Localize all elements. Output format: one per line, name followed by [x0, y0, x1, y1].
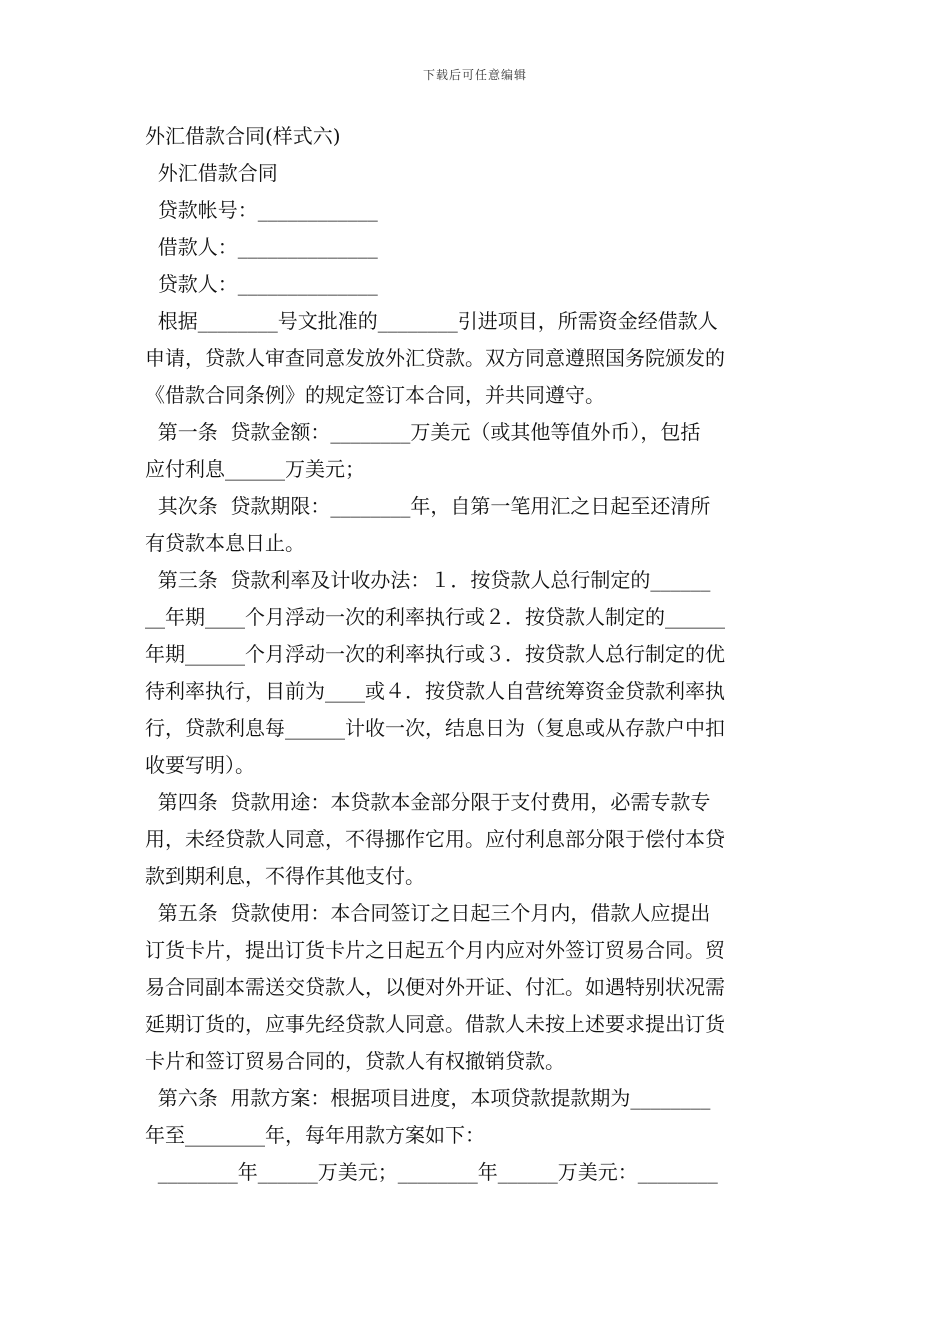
paragraph-article-2	[145, 488, 807, 562]
paragraph-line: 用，未经贷款人同意，不得挪作它用。应付利息部分限于偿付本贷	[145, 827, 725, 851]
paragraph-article-4	[145, 784, 807, 895]
paragraph-line: 申请，贷款人审查同意发放外汇贷款。双方同意遵照国务院颁发的	[145, 346, 725, 370]
paragraph-line: 延期订货的，应事先经贷款人同意。借款人未按上述要求提出订货	[145, 1012, 725, 1036]
paragraph-article-1	[145, 414, 807, 488]
paragraph-line: 第四条 贷款用途：本贷款本金部分限于支付费用，必需专款专	[145, 790, 711, 814]
paragraph-article-3	[145, 562, 807, 784]
paragraph-line: ________年______万美元；________年______万美元：________	[145, 1160, 718, 1184]
paragraph-line: __年期____个月浮动一次的利率执行或２．按贷款人制定的______	[145, 605, 725, 629]
paragraph-line: 年至________年，每年用款方案如下：	[145, 1123, 485, 1147]
paragraph-line: 《借款合同条例》的规定签订本合同，并共同遵守。	[145, 383, 605, 407]
paragraph-line: 卡片和签订贸易合同的，贷款人有权撤销贷款。	[145, 1049, 565, 1073]
document-body	[145, 118, 807, 1191]
paragraph-line: 待利率执行，目前为____或４．按贷款人自营统筹资金贷款利率执	[145, 679, 725, 703]
paragraph-line: 收要写明）。	[145, 753, 255, 777]
paragraph-line: 第一条 贷款金额：________万美元（或其他等值外币），包括	[145, 420, 701, 444]
paragraph-line: 其次条 贷款期限：________年，自第一笔用汇之日起至还清所	[145, 494, 711, 518]
field-lender: 贷款人：______________	[145, 272, 378, 296]
paragraph-line: 第三条 贷款利率及计收办法：１．按贷款人总行制定的______	[145, 568, 711, 592]
paragraph-line: 行，贷款利息每______计收一次，结息日为（复息或从存款户中扣	[145, 716, 725, 740]
paragraph-line: 有贷款本息日止。	[145, 531, 305, 555]
document-subtitle: 外汇借款合同	[145, 161, 278, 185]
field-loan-account: 贷款帐号：____________	[145, 198, 378, 222]
paragraph-article-6	[145, 1080, 807, 1154]
paragraph-line: 款到期利息，不得作其他支付。	[145, 864, 425, 888]
document-title: 外汇借款合同(样式六)	[145, 124, 341, 148]
page-header-note: 下载后可任意编辑	[422, 68, 527, 82]
paragraph-line: 易合同副本需送交贷款人，以便对外开证、付汇。如遇特别状况需	[145, 975, 725, 999]
paragraph-line: 第六条 用款方案：根据项目进度，本项贷款提款期为________	[145, 1086, 711, 1110]
paragraph-line: 年期______个月浮动一次的利率执行或３．按贷款人总行制定的优	[145, 642, 725, 666]
paragraph-line: 应付利息______万美元；	[145, 457, 365, 481]
paragraph-preamble	[145, 303, 807, 414]
paragraph-article-5	[145, 895, 807, 1080]
paragraph-line: 订货卡片，提出订货卡片之日起五个月内应对外签订贸易合同。贸	[145, 938, 725, 962]
field-borrower: 借款人：______________	[145, 235, 378, 259]
paragraph-schedule	[145, 1154, 807, 1191]
paragraph-line: 根据________号文批准的________引进项目，所需资金经借款人	[145, 309, 718, 333]
paragraph-line: 第五条 贷款使用：本合同签订之日起三个月内，借款人应提出	[145, 901, 711, 925]
